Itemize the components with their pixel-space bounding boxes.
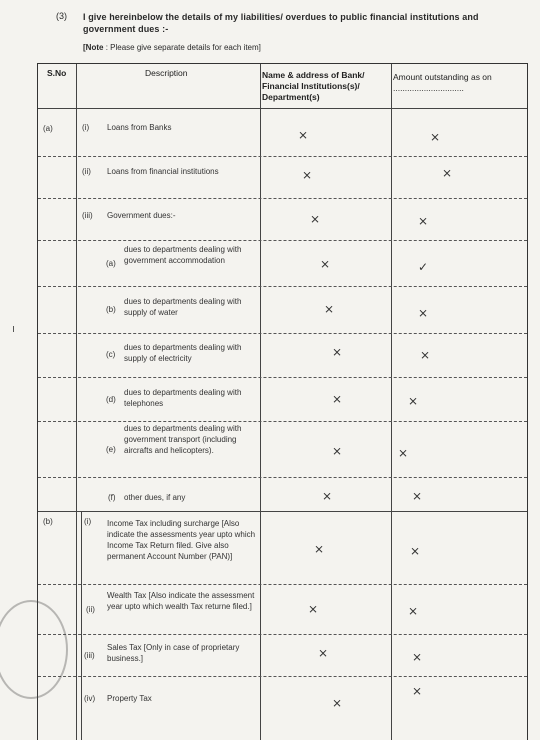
cross-mark: ⨯ (398, 446, 409, 460)
cross-mark: ⨯ (332, 345, 343, 359)
cross-mark: ⨯ (412, 489, 423, 503)
cross-mark: ⨯ (314, 542, 325, 556)
item-text: dues to departments dealing with telephones (124, 388, 242, 408)
cross-mark: ⨯ (418, 306, 429, 320)
item-num: (e) (106, 445, 116, 454)
item-num: (b) (106, 305, 116, 314)
cross-mark: ⨯ (332, 392, 343, 406)
row-rule (38, 377, 527, 378)
cross-mark: ⨯ (410, 544, 421, 558)
item-num: (i) (84, 517, 92, 526)
item-num: (ii) (82, 167, 91, 176)
col-header-amount: Amount outstanding as on .............................. (393, 72, 492, 93)
item-num: (d) (106, 395, 116, 404)
cross-mark: ⨯ (408, 394, 419, 408)
row-rule (38, 333, 527, 334)
cross-mark: ⨯ (302, 168, 313, 182)
cross-mark: ⨯ (298, 128, 309, 142)
item-text: Loans from financial institutions (107, 167, 219, 176)
row-rule (38, 198, 527, 199)
header-number: (3) (56, 11, 67, 21)
cross-mark: ⨯ (324, 302, 335, 316)
section-rule (38, 511, 527, 512)
item-num: (f) (108, 493, 116, 502)
cross-mark: ⨯ (408, 604, 419, 618)
item-text: dues to departments dealing with government accommodation (124, 245, 242, 265)
cross-mark: ⨯ (412, 684, 423, 698)
item-num: (iii) (82, 211, 93, 220)
margin-mark (13, 326, 14, 332)
item-text: dues to departments dealing with supply of electricity (124, 343, 242, 363)
item-text: Government dues:- (107, 211, 176, 220)
row-rule (38, 477, 527, 478)
item-num: (iii) (84, 651, 95, 660)
cross-mark: ⨯ (412, 650, 423, 664)
item-text: Loans from Banks (107, 123, 172, 132)
col-divider-inner (81, 511, 82, 740)
col-header-sno: S.No (47, 68, 67, 78)
cross-mark: ⨯ (332, 444, 343, 458)
item-num: (c) (106, 350, 116, 359)
cross-mark: ⨯ (308, 602, 319, 616)
cross-mark: ⨯ (320, 257, 331, 271)
group-label-b: (b) (43, 517, 53, 526)
col-divider-name (391, 64, 392, 740)
cross-mark: ⨯ (310, 212, 321, 226)
item-num: (a) (106, 259, 116, 268)
col-divider-desc (260, 64, 261, 740)
liabilities-table (37, 63, 528, 740)
note (83, 43, 261, 52)
note-label: [Note (83, 43, 104, 52)
item-text: dues to departments dealing with government transport (including aircrafts and helicopters). (124, 424, 242, 455)
cross-mark: ⨯ (418, 214, 429, 228)
col-header-desc: Description (145, 68, 188, 78)
header-text: I give hereinbelow the details of my liabilities/ overdues to public financial institutions and government dues :- (83, 12, 479, 34)
item-num: (ii) (86, 605, 95, 614)
group-label-a: (a) (43, 124, 53, 133)
row-rule (38, 676, 527, 677)
col-divider-sno (76, 64, 77, 740)
row-rule (38, 156, 527, 157)
item-text: Property Tax (107, 694, 152, 703)
cross-mark: ⨯ (420, 348, 431, 362)
item-num: (iv) (84, 694, 96, 703)
row-rule (38, 421, 527, 422)
item-num: (i) (82, 123, 90, 132)
cross-mark: ⨯ (318, 646, 329, 660)
item-text: Wealth Tax [Also indicate the assessment year upto which wealth Tax returne filed.] (107, 591, 255, 611)
row-rule (38, 584, 527, 585)
note-text: : Please give separate details for each item] (105, 43, 261, 52)
check-mark: ✓ (418, 260, 429, 274)
row-rule (38, 286, 527, 287)
item-text: Income Tax including surcharge [Also indicate the assessments year upto which Income Tax Return filed. Give also permanent Account Number (PAN)] (107, 519, 256, 561)
cross-mark: ⨯ (430, 130, 441, 144)
col-header-name: Name & address of Bank/ Financial Institutions(s)/ Department(s) (262, 70, 365, 102)
item-text: Sales Tax [Only in case of proprietary business.] (107, 643, 240, 663)
row-rule (38, 634, 527, 635)
cross-mark: ⨯ (442, 166, 453, 180)
item-text: other dues, if any (124, 493, 186, 502)
cross-mark: ⨯ (322, 489, 333, 503)
cross-mark: ⨯ (332, 696, 343, 710)
item-text: dues to departments dealing with supply of water (124, 297, 242, 317)
header-rule (38, 108, 527, 109)
row-rule (38, 240, 527, 241)
